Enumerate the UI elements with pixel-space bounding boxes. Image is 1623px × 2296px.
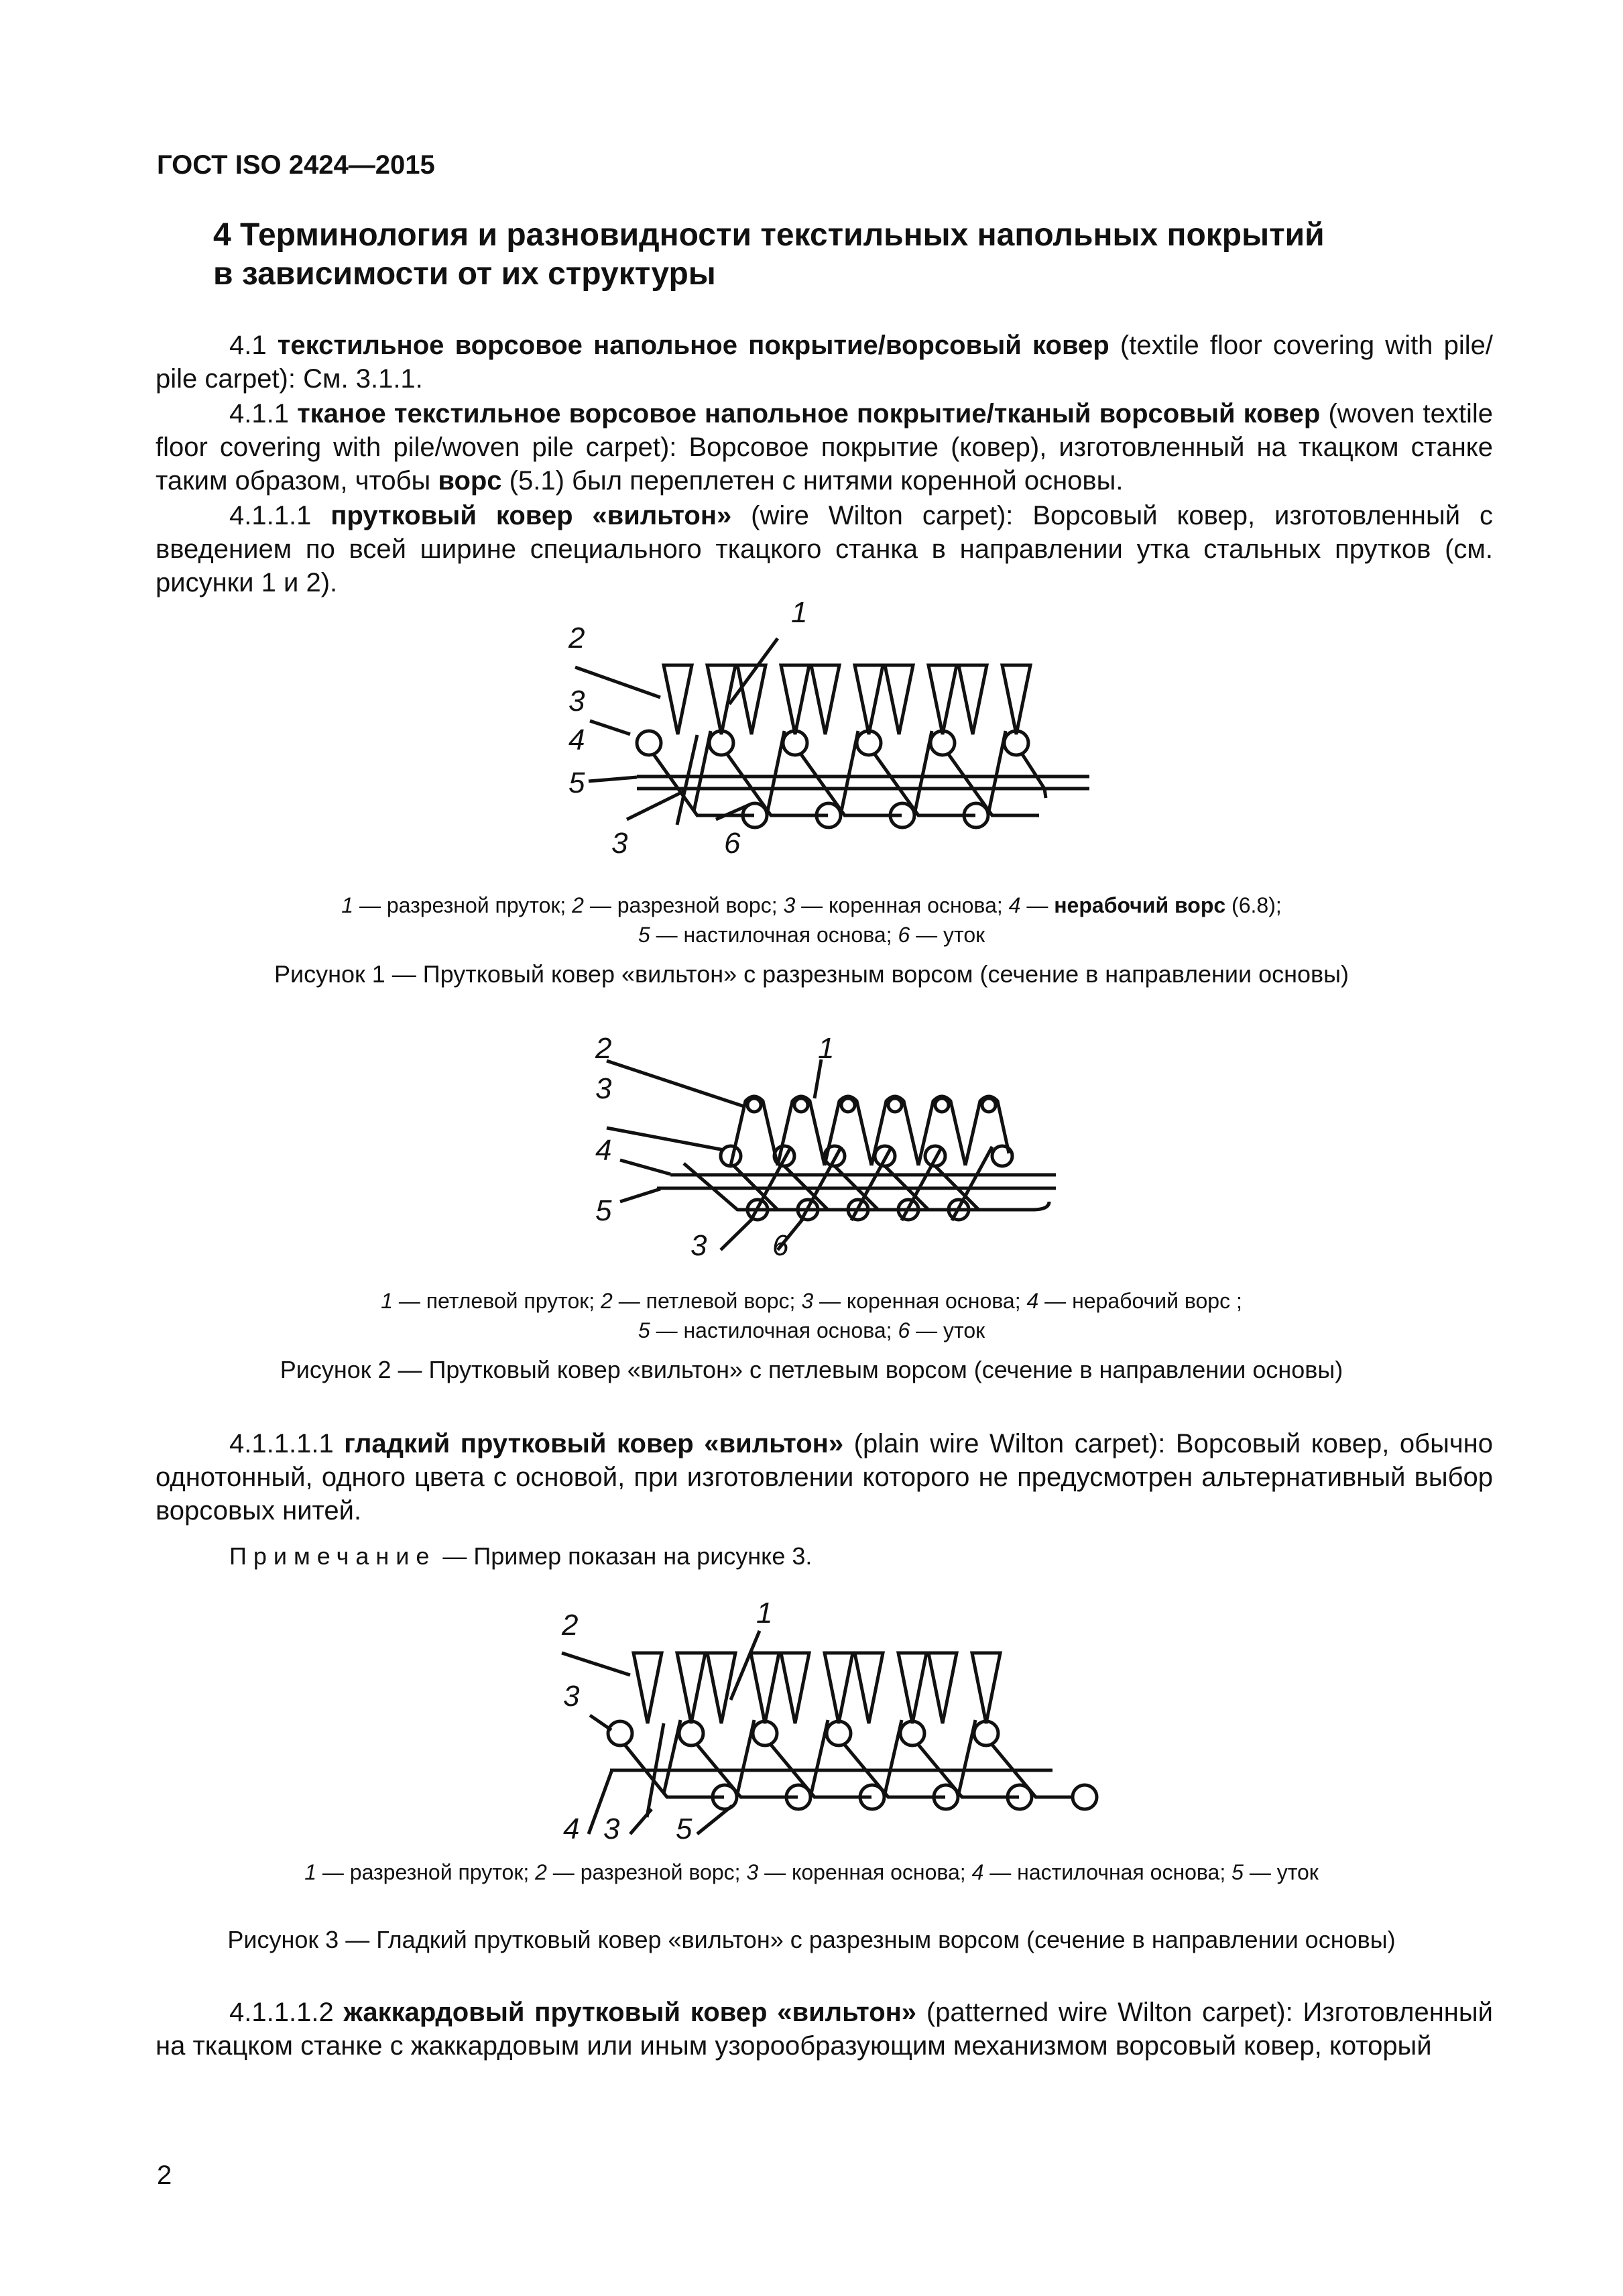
paragraph-4-1: 4.1 текстильное ворсовое напольное покрытие/ворсовый ковер (textile floor covering with pile/ pile carpet): См. 3.1.1. [156, 331, 1493, 394]
label-4: 4 [568, 724, 585, 756]
note [229, 1542, 812, 1570]
paragraph-4-1-1-1-2: 4.1.1.1.2 жаккардовый прутковый ковер «вильтон» (patterned wire Wilton carpet): Изготовленный на ткацком станке с жаккардовым или иным узорообразующим механизмом ворсовый ковер, который [156, 1998, 1493, 2061]
legend-line-2: 5 — настилочная основа; 6 — уток [638, 923, 985, 947]
loop-wires [731, 1096, 1009, 1165]
paragraph-4-1-1-1: 4.1.1.1 прутковый ковер «вильтон» (wire Wilton carpet): Ворсовый ковер, изготовленный с введением по всей ширине специального ткацкого станка в направлении утка стальных прутков (см. рисунки 1 и 2). [156, 501, 1494, 597]
section-title-line-1: 4 Терминология и разновидности текстильных напольных покрытий [213, 217, 1325, 253]
figure-1-labels [568, 596, 807, 860]
label-1: 1 [756, 1597, 773, 1629]
label-3: 3 [563, 1680, 580, 1713]
cut-wires [634, 1653, 1000, 1723]
label-2: 2 [562, 1609, 579, 1642]
term: жаккардовый прутковый ковер «вильтон» [343, 1998, 917, 2027]
weft-diagonals [684, 1147, 1049, 1220]
term: тканое текстильное ворсовое напольное покрытие/тканый ворсовый ковер [297, 399, 1321, 428]
label-3-bottom: 3 [603, 1813, 620, 1845]
label-3-bottom: 3 [611, 827, 628, 860]
body-text-bottom [156, 1996, 1493, 2064]
body-text-middle [156, 1427, 1493, 1529]
term: ворс [438, 466, 502, 496]
label-4: 4 [595, 1134, 612, 1167]
figure-3-labels [561, 1597, 772, 1845]
figure-2-diagram [0, 1026, 1623, 1281]
label-2: 2 [595, 1032, 612, 1065]
note-label: Примечание [229, 1542, 436, 1570]
label-6: 6 [772, 1229, 789, 1262]
document-header: ГОСТ ISO 2424—2015 [157, 150, 435, 180]
figure-1-caption: Рисунок 1 — Прутковый ковер «вильтон» с разрезным ворсом (сечение в направлении основы) [274, 960, 1349, 988]
paragraph-4-1-1: 4.1.1 тканое текстильное ворсовое напольное покрытие/тканый ворсовый ковер (woven textile floor covering with pile/woven pile carpet): Ворсовое покрытие (ковер), изготовленный на ткацком станке таким образом, чтобы ворс (5.1) был переплетен с нитями коренной основы. [156, 399, 1493, 496]
note-text: — Пример показан на рисунке 3. [436, 1542, 813, 1570]
label-5: 5 [676, 1813, 693, 1845]
figure-1-legend [0, 891, 1623, 950]
legend-line-1: 1 — разрезной пруток; 2 — разрезной ворс; 3 — коренная основа; 4 — нерабочий ворс (6.8); [341, 893, 1282, 917]
figure-1-diagram [0, 590, 1623, 885]
loop-wire-circles [747, 1098, 996, 1112]
label-1: 1 [818, 1032, 835, 1065]
label-4: 4 [563, 1813, 580, 1845]
section-title [213, 216, 1487, 294]
label-2: 2 [568, 622, 585, 654]
leader-lines [607, 1059, 821, 1250]
label-3-bottom: 3 [690, 1229, 707, 1262]
legend-line-2: 5 — настилочная основа; 6 — уток [638, 1318, 985, 1342]
label-1: 1 [791, 596, 808, 629]
term: текстильное ворсовое напольное покрытие/ворсовый ковер [277, 331, 1109, 360]
term: гладкий прутковый ковер «вильтон» [344, 1429, 844, 1458]
label-3: 3 [568, 685, 585, 718]
body-text-top [156, 329, 1493, 601]
paragraph-4-1-1-1-1: 4.1.1.1.1 гладкий прутковый ковер «вильтон» (plain wire Wilton carpet): Ворсовый ковер, обычно однотонный, одного цвета с основой, при изготовлении которого не предусмотрен альтернативный выбор ворсовых нитей. [156, 1429, 1494, 1526]
figure-3-legend [0, 1857, 1623, 1887]
figure-2-caption: Рисунок 2 — Прутковый ковер «вильтон» с петлевым ворсом (сечение в направлении основы) [280, 1356, 1343, 1383]
label-5: 5 [568, 766, 585, 799]
label-5: 5 [595, 1194, 612, 1227]
label-3: 3 [595, 1072, 612, 1105]
figure-3-diagram [0, 1596, 1623, 1857]
page-number: 2 [157, 2161, 172, 2190]
label-6: 6 [724, 827, 741, 860]
cut-wires [664, 665, 1030, 734]
legend-line-1: 1 — разрезной пруток; 2 — разрезной ворс; 3 — коренная основа; 4 — настилочная основа; 5 — уток [304, 1860, 1319, 1884]
figure-2-legend [0, 1286, 1623, 1345]
section-title-line-2: в зависимости от их структуры [213, 256, 716, 292]
legend-line-1: 1 — петлевой пруток; 2 — петлевой ворс; 3 — коренная основа; 4 — нерабочий ворс ; [381, 1289, 1242, 1313]
figure-3-caption: Рисунок 3 — Гладкий прутковый ковер «вильтон» с разрезным ворсом (сечение в направлении основы) [227, 1926, 1396, 1953]
term: прутковый ковер «вильтон» [330, 501, 732, 530]
